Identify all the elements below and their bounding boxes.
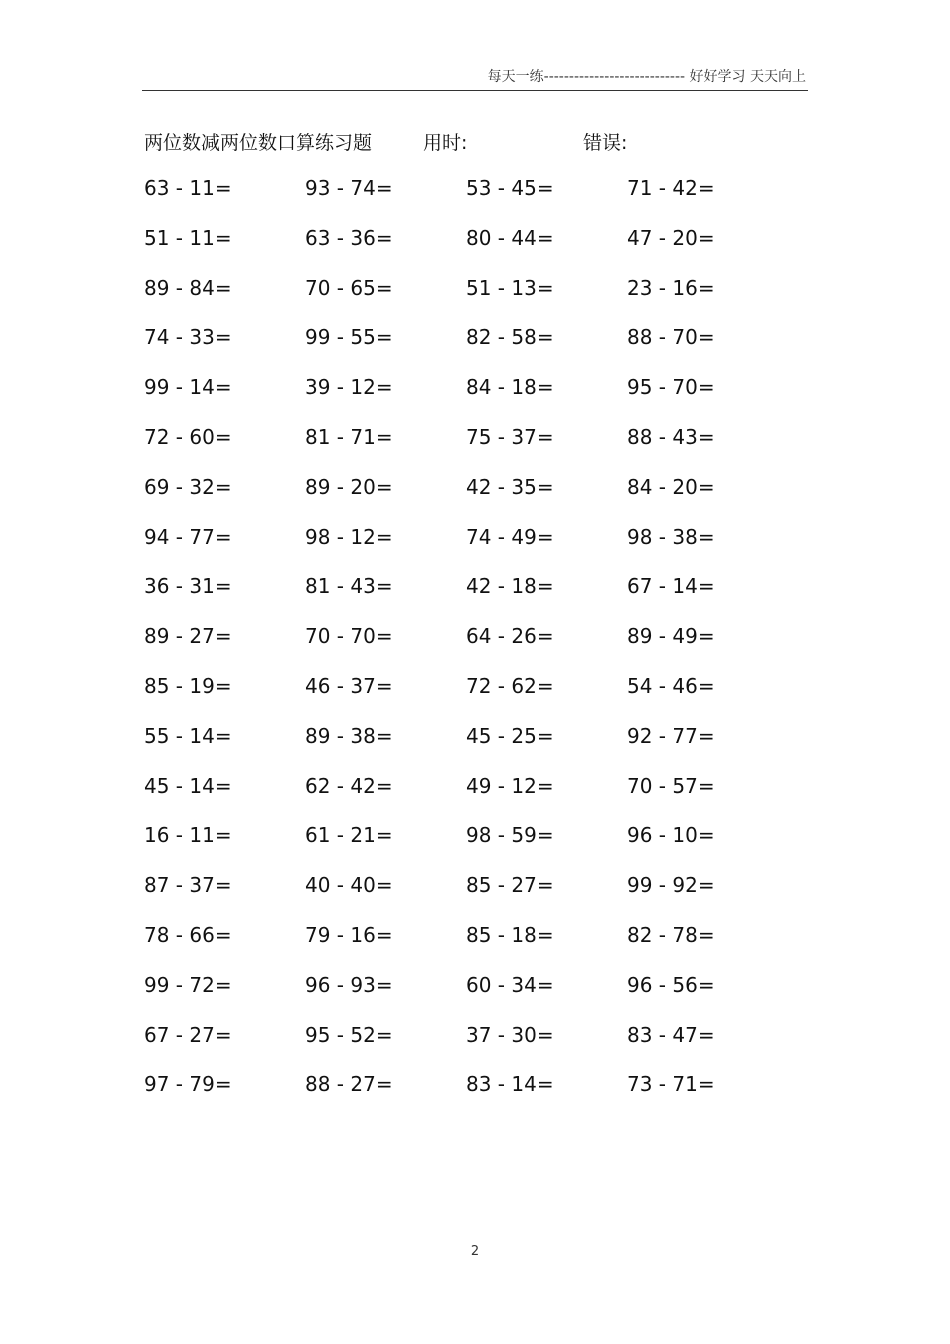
error-label: 错误: (583, 132, 628, 154)
problem-item: 54 - 46= (627, 673, 715, 698)
problem-item: 98 - 12= (305, 524, 393, 549)
problem-item: 85 - 27= (466, 873, 554, 898)
problem-item: 63 - 36= (305, 225, 393, 250)
problem-item: 94 - 77= (144, 524, 232, 549)
problem-item: 37 - 30= (466, 1022, 554, 1047)
problem-item: 64 - 26= (466, 624, 554, 649)
problem-item: 99 - 72= (144, 972, 232, 997)
problem-item: 88 - 43= (627, 424, 715, 449)
problem-item: 16 - 11= (144, 823, 232, 848)
page-number: 2 (470, 1244, 480, 1259)
problem-item: 83 - 14= (466, 1072, 554, 1097)
problem-item: 88 - 70= (627, 325, 715, 350)
problem-item: 82 - 78= (627, 922, 715, 947)
problem-item: 95 - 52= (305, 1022, 393, 1047)
problem-item: 70 - 70= (305, 624, 393, 649)
problem-item: 98 - 59= (466, 823, 554, 848)
problem-item: 99 - 14= (144, 375, 232, 400)
header-text: 每天一练---------------------------- 好好学习 天天向上 (487, 69, 806, 85)
problem-item: 98 - 38= (627, 524, 715, 549)
problem-item: 46 - 37= (305, 673, 393, 698)
problem-item: 51 - 11= (144, 225, 232, 250)
problem-item: 74 - 33= (144, 325, 232, 350)
problem-item: 39 - 12= (305, 375, 393, 400)
problem-item: 53 - 45= (466, 176, 554, 200)
problem-item: 78 - 66= (144, 922, 232, 947)
problem-item: 40 - 40= (305, 873, 393, 898)
problem-item: 96 - 56= (627, 972, 715, 997)
problem-item: 75 - 37= (466, 424, 554, 449)
problem-item: 63 - 11= (144, 176, 232, 200)
time-label: 用时: (423, 132, 468, 154)
problem-item: 80 - 44= (466, 225, 554, 250)
problem-item: 70 - 65= (305, 275, 393, 300)
problem-item: 97 - 79= (144, 1072, 232, 1097)
problem-item: 87 - 37= (144, 873, 232, 898)
problem-item: 89 - 84= (144, 275, 232, 300)
problem-item: 89 - 20= (305, 474, 393, 499)
problem-item: 81 - 71= (305, 424, 393, 449)
problem-item: 84 - 20= (627, 474, 715, 499)
problem-item: 73 - 71= (627, 1072, 715, 1097)
page-header (142, 64, 808, 91)
problem-item: 51 - 13= (466, 275, 554, 300)
problem-item: 96 - 93= (305, 972, 393, 997)
problem-item: 74 - 49= (466, 524, 554, 549)
problem-item: 85 - 18= (466, 922, 554, 947)
problem-item: 67 - 14= (627, 574, 715, 599)
problem-item: 81 - 43= (305, 574, 393, 599)
problem-item: 89 - 49= (627, 624, 715, 649)
problem-item: 85 - 19= (144, 673, 232, 698)
problem-item: 93 - 74= (305, 176, 393, 200)
problem-item: 82 - 58= (466, 325, 554, 350)
problem-item: 55 - 14= (144, 723, 232, 748)
problem-item: 88 - 27= (305, 1072, 393, 1097)
problem-item: 36 - 31= (144, 574, 232, 599)
problem-item: 95 - 70= (627, 375, 715, 400)
problem-item: 84 - 18= (466, 375, 554, 400)
problem-item: 83 - 47= (627, 1022, 715, 1047)
problem-item: 61 - 21= (305, 823, 393, 848)
problem-item: 72 - 62= (466, 673, 554, 698)
problem-item: 89 - 27= (144, 624, 232, 649)
problem-item: 99 - 55= (305, 325, 393, 350)
problem-item: 96 - 10= (627, 823, 715, 848)
problem-item: 72 - 60= (144, 424, 232, 449)
problem-item: 62 - 42= (305, 773, 393, 798)
problem-item: 60 - 34= (466, 972, 554, 997)
problem-item: 42 - 35= (466, 474, 554, 499)
problem-item: 70 - 57= (627, 773, 715, 798)
problem-item: 47 - 20= (627, 225, 715, 250)
problem-item: 89 - 38= (305, 723, 393, 748)
problem-item: 49 - 12= (466, 773, 554, 798)
problem-item: 23 - 16= (627, 275, 715, 300)
problem-item: 69 - 32= (144, 474, 232, 499)
problem-item: 45 - 14= (144, 773, 232, 798)
problem-item: 67 - 27= (144, 1022, 232, 1047)
problem-item: 99 - 92= (627, 873, 715, 898)
problem-item: 42 - 18= (466, 574, 554, 599)
problem-item: 45 - 25= (466, 723, 554, 748)
problem-item: 79 - 16= (305, 922, 393, 947)
problem-item: 92 - 77= (627, 723, 715, 748)
worksheet-title: 两位数减两位数口算练习题 (144, 132, 373, 154)
problem-item: 71 - 42= (627, 176, 715, 200)
